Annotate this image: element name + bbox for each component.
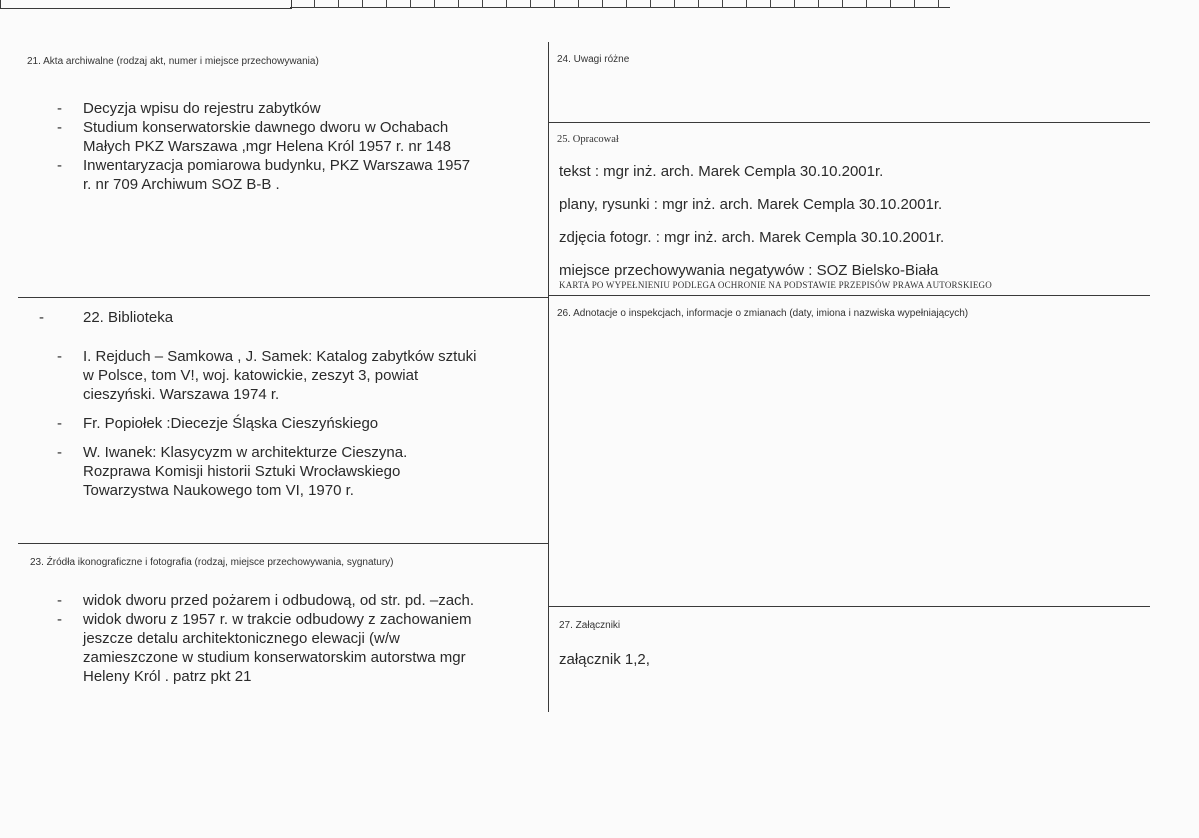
ruler-tick: [530, 0, 531, 8]
section-25-photos-line: zdjęcia fotogr. : mgr inż. arch. Marek Cempla 30.10.2001r.: [559, 229, 945, 246]
list-item-line: Decyzja wpisu do rejestru zabytków: [83, 100, 321, 117]
ruler-tick: [746, 0, 747, 8]
section-25-header: 25. Opracował: [557, 134, 619, 145]
ruler-tick: [386, 0, 387, 8]
ruler-tick: [698, 0, 699, 8]
ruler-tick: [458, 0, 459, 8]
list-item: [57, 118, 543, 156]
ruler-tick: [674, 0, 675, 8]
rule-right-25-26: [548, 295, 1150, 296]
list-item-line: Inwentaryzacja pomiarowa budynku, PKZ Warszawa 1957: [83, 157, 471, 174]
list-item: [57, 591, 543, 610]
ruler-tick: [578, 0, 579, 8]
dash-bullet: -: [57, 119, 62, 136]
list-item-line: zamieszczone w studium konserwatorskim autorstwa mgr: [83, 649, 466, 666]
list-item: [57, 414, 543, 433]
rule-right-24-25: [548, 122, 1150, 123]
section-26-header: 26. Adnotacje o inspekcjach, informacje o zmianach (daty, imiona i nazwiska wypełniających): [557, 308, 969, 319]
ruler-tick: [650, 0, 651, 8]
list-item-line: cieszyński. Warszawa 1974 r.: [83, 386, 280, 403]
section-22-header: 22. Biblioteka: [83, 309, 174, 326]
section-27-header: 27. Załączniki: [559, 620, 621, 631]
ruler-tick: [410, 0, 411, 8]
dash-bullet: -: [57, 348, 62, 365]
list-item: [57, 443, 543, 500]
section-24-header: 24. Uwagi różne: [557, 54, 630, 65]
list-item: [57, 347, 543, 404]
top-ruler-line: [290, 7, 950, 8]
ruler-tick: [338, 0, 339, 8]
list-item: [57, 156, 543, 194]
copyright-notice: KARTA PO WYPEŁNIENIU PODLEGA OCHRONIE NA PODSTAWIE PRZEPISÓW PRAWA AUTORSKIEGO: [559, 280, 992, 290]
section-23-list: [57, 591, 543, 686]
dash-bullet: -: [57, 444, 62, 461]
list-item-line: widok dworu przed pożarem i odbudową, od str. pd. –zach.: [83, 592, 475, 609]
dash-bullet: -: [57, 592, 62, 609]
list-item-line: W. Iwanek: Klasycyzm w architekturze Cieszyna.: [83, 444, 408, 461]
rule-left-22-23: [18, 543, 548, 544]
ruler-tick: [554, 0, 555, 8]
ruler-tick: [770, 0, 771, 8]
ruler-tick: [842, 0, 843, 8]
dash-bullet: -: [57, 157, 62, 174]
ruler-tick: [722, 0, 723, 8]
ruler-tick: [362, 0, 363, 8]
list-item-line: Studium konserwatorskie dawnego dworu w Ochabach: [83, 119, 449, 136]
list-item-line: widok dworu z 1957 r. w trakcie odbudowy z zachowaniem: [83, 611, 472, 628]
list-item-line: I. Rejduch – Samkowa , J. Samek: Katalog zabytków sztuki: [83, 348, 477, 365]
section-27-content: załącznik 1,2,: [559, 651, 650, 668]
section-21-header: 21. Akta archiwalne (rodzaj akt, numer i miejsce przechowywania): [27, 56, 319, 67]
dash-bullet: -: [57, 415, 62, 432]
ruler-tick: [866, 0, 867, 8]
section-25-negatives-line: miejsce przechowywania negatywów : SOZ Bielsko-Biała: [559, 262, 939, 279]
ruler-tick: [482, 0, 483, 8]
list-item: [57, 610, 543, 686]
ruler-tick: [506, 0, 507, 8]
ruler-tick: [626, 0, 627, 8]
dash-bullet: -: [57, 100, 62, 117]
list-item-line: Małych PKZ Warszawa ,mgr Helena Król 1957 r. nr 148: [83, 138, 451, 155]
list-item: [57, 99, 543, 118]
top-box-remnant: [0, 0, 292, 9]
ruler-tick: [818, 0, 819, 8]
ruler-tick: [914, 0, 915, 8]
list-item-line: Rozprawa Komisji historii Sztuki Wrocławskiego: [83, 463, 401, 480]
section-25-text-line: tekst : mgr inż. arch. Marek Cempla 30.10.2001r.: [559, 163, 884, 180]
section-23-header: 23. Źródła ikonograficzne i fotografia (rodzaj, miejsce przechowywania, sygnatury): [30, 557, 394, 568]
ruler-tick: [794, 0, 795, 8]
list-item-line: w Polsce, tom V!, woj. katowickie, zeszyt 3, powiat: [83, 367, 419, 384]
column-divider: [548, 42, 549, 712]
rule-left-21-22: [18, 297, 548, 298]
list-item-line: r. nr 709 Archiwum SOZ B-B .: [83, 176, 280, 193]
section-25-plans-line: plany, rysunki : mgr inż. arch. Marek Cempla 30.10.2001r.: [559, 196, 943, 213]
dash-bullet: -: [57, 611, 62, 628]
ruler-tick: [314, 0, 315, 8]
list-item-line: Heleny Król . patrz pkt 21: [83, 668, 252, 685]
section-21-list: [57, 99, 543, 194]
ruler-tick: [938, 0, 939, 8]
ruler-tick: [434, 0, 435, 8]
list-item-line: jeszcze detalu architektonicznego elewacji (w/w: [83, 630, 400, 647]
rule-right-26-27: [548, 606, 1150, 607]
ruler-tick: [890, 0, 891, 8]
list-item-line: Towarzystwa Naukowego tom VI, 1970 r.: [83, 482, 354, 499]
list-item-line: Fr. Popiołek :Diecezje Śląska Cieszyńskiego: [83, 415, 379, 432]
section-22-dash: -: [39, 309, 44, 326]
section-22-list: [57, 347, 543, 500]
ruler-tick: [602, 0, 603, 8]
